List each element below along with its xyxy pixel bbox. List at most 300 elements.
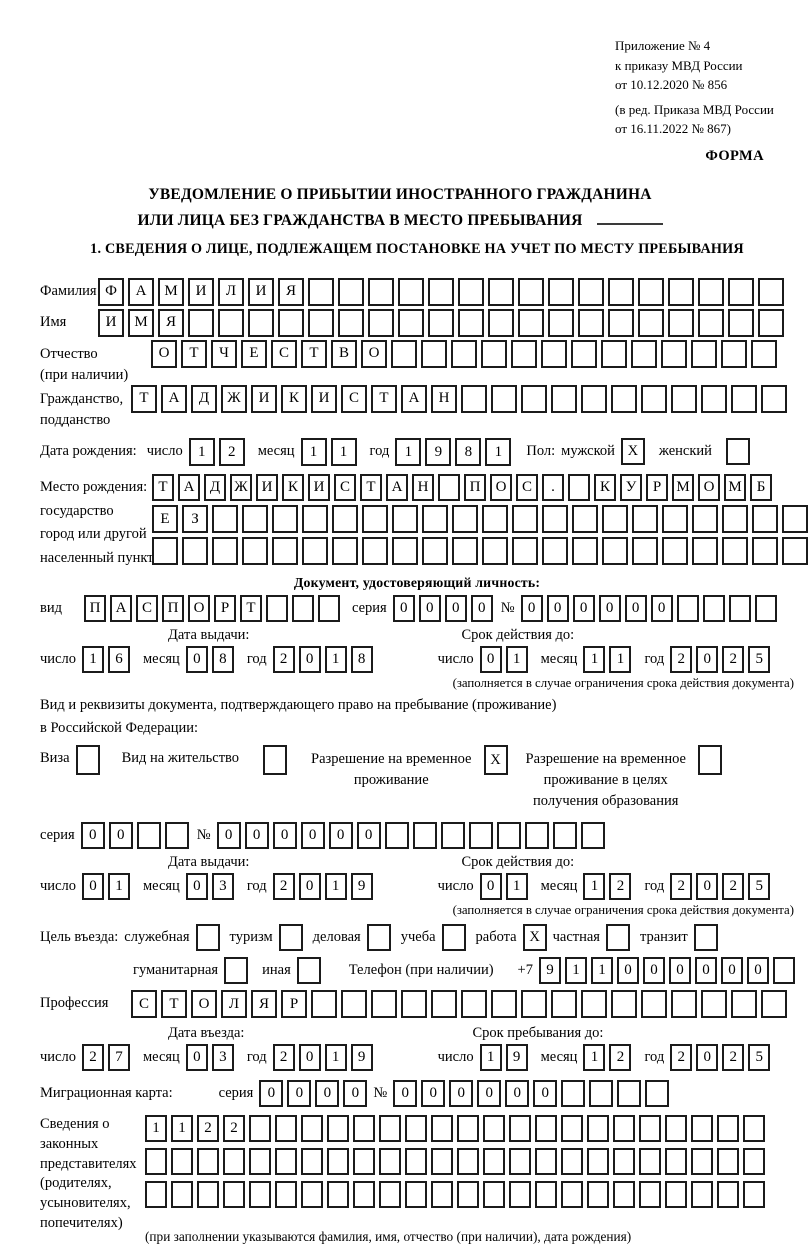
char-cell[interactable] — [631, 340, 657, 368]
char-cell[interactable]: 0 — [721, 957, 743, 984]
char-cell[interactable] — [568, 474, 590, 501]
char-cell[interactable]: Л — [221, 990, 247, 1018]
char-cell[interactable] — [717, 1115, 739, 1142]
char-cell[interactable]: 0 — [445, 595, 467, 622]
char-cell[interactable]: 0 — [82, 873, 104, 900]
representatives-row2-input[interactable] — [145, 1148, 769, 1175]
char-cell[interactable] — [639, 1148, 661, 1175]
char-cell[interactable] — [561, 1115, 583, 1142]
char-cell[interactable]: Т — [152, 474, 174, 501]
char-cell[interactable]: 0 — [343, 1080, 367, 1107]
char-cell[interactable]: 2 — [197, 1115, 219, 1142]
char-cell[interactable] — [611, 385, 637, 413]
char-cell[interactable]: 1 — [325, 873, 347, 900]
char-cell[interactable]: Д — [191, 385, 217, 413]
char-cell[interactable] — [171, 1181, 193, 1208]
char-cell[interactable] — [578, 309, 604, 337]
char-cell[interactable] — [458, 309, 484, 337]
char-cell[interactable] — [572, 505, 598, 533]
char-cell[interactable] — [242, 537, 268, 565]
char-cell[interactable]: 1 — [325, 1044, 347, 1071]
char-cell[interactable]: 0 — [573, 595, 595, 622]
char-cell[interactable]: Я — [251, 990, 277, 1018]
char-cell[interactable] — [638, 309, 664, 337]
char-cell[interactable]: М — [724, 474, 746, 501]
char-cell[interactable]: 0 — [109, 822, 133, 849]
char-cell[interactable] — [662, 537, 688, 565]
char-cell[interactable] — [752, 537, 778, 565]
purpose-private-checkbox[interactable] — [606, 924, 630, 951]
char-cell[interactable] — [581, 822, 605, 849]
char-cell[interactable]: О — [151, 340, 177, 368]
char-cell[interactable]: З — [182, 505, 208, 533]
char-cell[interactable] — [581, 385, 607, 413]
char-cell[interactable]: А — [401, 385, 427, 413]
char-cell[interactable]: А — [110, 595, 132, 622]
migration-series-input[interactable] — [259, 1080, 371, 1107]
char-cell[interactable] — [338, 278, 364, 306]
char-cell[interactable] — [266, 595, 288, 622]
char-cell[interactable] — [671, 385, 697, 413]
char-cell[interactable]: Н — [431, 385, 457, 413]
char-cell[interactable] — [145, 1181, 167, 1208]
char-cell[interactable]: 2 — [722, 873, 744, 900]
char-cell[interactable] — [587, 1181, 609, 1208]
char-cell[interactable]: 1 — [506, 873, 528, 900]
char-cell[interactable]: Л — [218, 278, 244, 306]
residence-permit-checkbox[interactable] — [263, 745, 287, 775]
char-cell[interactable] — [362, 505, 388, 533]
char-cell[interactable] — [327, 1181, 349, 1208]
char-cell[interactable] — [521, 385, 547, 413]
char-cell[interactable] — [452, 537, 478, 565]
char-cell[interactable]: 3 — [212, 1044, 234, 1071]
entry-day[interactable] — [82, 1044, 134, 1071]
char-cell[interactable] — [743, 1181, 765, 1208]
char-cell[interactable]: К — [594, 474, 616, 501]
char-cell[interactable]: С — [341, 385, 367, 413]
char-cell[interactable]: 0 — [696, 873, 718, 900]
residence-issue-day[interactable] — [82, 873, 134, 900]
residence-valid-year[interactable] — [670, 873, 774, 900]
char-cell[interactable] — [482, 537, 508, 565]
char-cell[interactable] — [668, 309, 694, 337]
char-cell[interactable] — [665, 1115, 687, 1142]
char-cell[interactable]: 0 — [393, 595, 415, 622]
stay-year[interactable] — [670, 1044, 774, 1071]
doc-series-input[interactable] — [393, 595, 497, 622]
char-cell[interactable] — [731, 990, 757, 1018]
char-cell[interactable]: 0 — [419, 595, 441, 622]
char-cell[interactable]: О — [188, 595, 210, 622]
char-cell[interactable]: 0 — [449, 1080, 473, 1107]
purpose-official-checkbox[interactable] — [196, 924, 220, 951]
char-cell[interactable] — [782, 505, 808, 533]
char-cell[interactable] — [392, 537, 418, 565]
profession-input[interactable] — [131, 990, 791, 1018]
doc-number-input[interactable] — [521, 595, 781, 622]
char-cell[interactable] — [608, 309, 634, 337]
char-cell[interactable]: 0 — [480, 646, 502, 673]
patronymic-input[interactable] — [151, 340, 781, 368]
char-cell[interactable] — [249, 1115, 271, 1142]
purpose-work-checkbox[interactable]: X — [523, 924, 547, 951]
temp-residence-edu-checkbox[interactable] — [698, 745, 722, 775]
char-cell[interactable]: 0 — [259, 1080, 283, 1107]
char-cell[interactable]: 1 — [591, 957, 613, 984]
char-cell[interactable]: 0 — [301, 822, 325, 849]
char-cell[interactable] — [431, 1115, 453, 1142]
char-cell[interactable] — [385, 822, 409, 849]
char-cell[interactable]: 2 — [273, 646, 295, 673]
char-cell[interactable]: Р — [646, 474, 668, 501]
char-cell[interactable] — [483, 1115, 505, 1142]
residence-issue-month[interactable] — [186, 873, 238, 900]
char-cell[interactable] — [249, 1181, 271, 1208]
char-cell[interactable] — [551, 990, 577, 1018]
char-cell[interactable] — [668, 278, 694, 306]
doc-issue-year[interactable] — [273, 646, 377, 673]
char-cell[interactable] — [368, 309, 394, 337]
char-cell[interactable] — [728, 309, 754, 337]
char-cell[interactable] — [431, 1181, 453, 1208]
char-cell[interactable]: 1 — [583, 646, 605, 673]
char-cell[interactable]: 0 — [747, 957, 769, 984]
char-cell[interactable] — [691, 1181, 713, 1208]
doc-issue-month[interactable] — [186, 646, 238, 673]
char-cell[interactable]: В — [331, 340, 357, 368]
char-cell[interactable]: Т — [301, 340, 327, 368]
char-cell[interactable] — [758, 309, 784, 337]
phone-input[interactable] — [539, 957, 799, 984]
char-cell[interactable] — [422, 505, 448, 533]
char-cell[interactable] — [332, 505, 358, 533]
char-cell[interactable] — [743, 1148, 765, 1175]
char-cell[interactable]: 2 — [223, 1115, 245, 1142]
char-cell[interactable] — [457, 1181, 479, 1208]
char-cell[interactable]: И — [248, 278, 274, 306]
birth-place-row1-input[interactable] — [152, 474, 812, 501]
residence-valid-day[interactable] — [480, 873, 532, 900]
char-cell[interactable]: 0 — [299, 646, 321, 673]
char-cell[interactable] — [665, 1148, 687, 1175]
char-cell[interactable] — [341, 990, 367, 1018]
char-cell[interactable] — [587, 1115, 609, 1142]
char-cell[interactable] — [561, 1148, 583, 1175]
char-cell[interactable]: 2 — [609, 873, 631, 900]
char-cell[interactable]: 0 — [547, 595, 569, 622]
char-cell[interactable]: А — [161, 385, 187, 413]
char-cell[interactable] — [511, 340, 537, 368]
birth-month-input[interactable] — [301, 438, 361, 466]
char-cell[interactable] — [182, 537, 208, 565]
purpose-tourism-checkbox[interactable] — [279, 924, 303, 951]
char-cell[interactable]: 2 — [722, 646, 744, 673]
char-cell[interactable]: П — [84, 595, 106, 622]
char-cell[interactable] — [518, 309, 544, 337]
char-cell[interactable]: Я — [278, 278, 304, 306]
char-cell[interactable]: 1 — [506, 646, 528, 673]
char-cell[interactable]: 5 — [748, 873, 770, 900]
char-cell[interactable] — [308, 309, 334, 337]
char-cell[interactable]: 0 — [186, 1044, 208, 1071]
char-cell[interactable] — [482, 505, 508, 533]
migration-number-input[interactable] — [393, 1080, 673, 1107]
char-cell[interactable]: А — [386, 474, 408, 501]
char-cell[interactable]: 6 — [108, 646, 130, 673]
char-cell[interactable] — [729, 595, 751, 622]
char-cell[interactable] — [542, 537, 568, 565]
char-cell[interactable] — [398, 278, 424, 306]
char-cell[interactable]: 2 — [82, 1044, 104, 1071]
surname-input[interactable] — [98, 278, 788, 306]
char-cell[interactable] — [391, 340, 417, 368]
char-cell[interactable]: 0 — [186, 646, 208, 673]
char-cell[interactable]: 0 — [505, 1080, 529, 1107]
char-cell[interactable] — [608, 278, 634, 306]
char-cell[interactable] — [491, 990, 517, 1018]
char-cell[interactable] — [278, 309, 304, 337]
char-cell[interactable] — [731, 385, 757, 413]
char-cell[interactable] — [571, 340, 597, 368]
char-cell[interactable] — [758, 278, 784, 306]
char-cell[interactable]: 0 — [421, 1080, 445, 1107]
doc-valid-month[interactable] — [583, 646, 635, 673]
char-cell[interactable]: 1 — [325, 646, 347, 673]
char-cell[interactable]: 8 — [351, 646, 373, 673]
char-cell[interactable] — [152, 537, 178, 565]
char-cell[interactable] — [327, 1115, 349, 1142]
char-cell[interactable] — [272, 537, 298, 565]
char-cell[interactable]: М — [672, 474, 694, 501]
char-cell[interactable]: О — [191, 990, 217, 1018]
char-cell[interactable] — [691, 1115, 713, 1142]
char-cell[interactable] — [722, 537, 748, 565]
char-cell[interactable] — [751, 340, 777, 368]
char-cell[interactable] — [512, 505, 538, 533]
char-cell[interactable] — [379, 1148, 401, 1175]
char-cell[interactable]: 2 — [670, 646, 692, 673]
char-cell[interactable] — [438, 474, 460, 501]
char-cell[interactable]: 0 — [357, 822, 381, 849]
char-cell[interactable]: 2 — [273, 1044, 295, 1071]
char-cell[interactable] — [461, 990, 487, 1018]
char-cell[interactable] — [379, 1115, 401, 1142]
char-cell[interactable]: 1 — [171, 1115, 193, 1142]
char-cell[interactable] — [461, 385, 487, 413]
char-cell[interactable]: М — [128, 309, 154, 337]
char-cell[interactable] — [632, 537, 658, 565]
char-cell[interactable]: 0 — [393, 1080, 417, 1107]
char-cell[interactable]: 2 — [219, 438, 245, 466]
residence-issue-year[interactable] — [273, 873, 377, 900]
char-cell[interactable] — [362, 537, 388, 565]
char-cell[interactable] — [638, 278, 664, 306]
temp-residence-checkbox[interactable]: X — [484, 745, 508, 775]
char-cell[interactable]: Т — [161, 990, 187, 1018]
char-cell[interactable]: Ч — [211, 340, 237, 368]
representatives-row1-input[interactable] — [145, 1115, 769, 1142]
char-cell[interactable]: 0 — [186, 873, 208, 900]
char-cell[interactable] — [338, 309, 364, 337]
char-cell[interactable] — [639, 1115, 661, 1142]
char-cell[interactable] — [548, 278, 574, 306]
char-cell[interactable]: 1 — [480, 1044, 502, 1071]
char-cell[interactable] — [469, 822, 493, 849]
char-cell[interactable] — [301, 1115, 323, 1142]
char-cell[interactable]: 0 — [669, 957, 691, 984]
char-cell[interactable] — [662, 505, 688, 533]
char-cell[interactable] — [392, 505, 418, 533]
char-cell[interactable] — [535, 1115, 557, 1142]
doc-valid-year[interactable] — [670, 646, 774, 673]
char-cell[interactable] — [578, 278, 604, 306]
char-cell[interactable]: С — [271, 340, 297, 368]
char-cell[interactable] — [613, 1181, 635, 1208]
char-cell[interactable]: А — [128, 278, 154, 306]
char-cell[interactable] — [701, 990, 727, 1018]
char-cell[interactable]: С — [334, 474, 356, 501]
doc-issue-day[interactable] — [82, 646, 134, 673]
char-cell[interactable] — [212, 505, 238, 533]
char-cell[interactable] — [405, 1181, 427, 1208]
char-cell[interactable]: Т — [181, 340, 207, 368]
char-cell[interactable] — [171, 1148, 193, 1175]
char-cell[interactable] — [518, 278, 544, 306]
char-cell[interactable] — [311, 990, 337, 1018]
char-cell[interactable]: . — [542, 474, 564, 501]
char-cell[interactable]: Р — [281, 990, 307, 1018]
char-cell[interactable]: 9 — [506, 1044, 528, 1071]
char-cell[interactable] — [398, 309, 424, 337]
char-cell[interactable] — [717, 1181, 739, 1208]
char-cell[interactable]: И — [98, 309, 124, 337]
char-cell[interactable] — [611, 990, 637, 1018]
char-cell[interactable] — [698, 309, 724, 337]
char-cell[interactable] — [497, 822, 521, 849]
char-cell[interactable]: И — [256, 474, 278, 501]
purpose-study-checkbox[interactable] — [442, 924, 466, 951]
char-cell[interactable]: 0 — [273, 822, 297, 849]
char-cell[interactable] — [701, 385, 727, 413]
char-cell[interactable]: 0 — [217, 822, 241, 849]
char-cell[interactable] — [413, 822, 437, 849]
char-cell[interactable] — [405, 1148, 427, 1175]
birth-place-row3-input[interactable] — [152, 537, 812, 565]
char-cell[interactable]: И — [311, 385, 337, 413]
char-cell[interactable]: О — [361, 340, 387, 368]
char-cell[interactable] — [272, 505, 298, 533]
char-cell[interactable] — [671, 990, 697, 1018]
char-cell[interactable] — [223, 1148, 245, 1175]
char-cell[interactable] — [509, 1115, 531, 1142]
char-cell[interactable]: Д — [204, 474, 226, 501]
char-cell[interactable] — [641, 990, 667, 1018]
birth-place-row2-input[interactable] — [152, 505, 812, 533]
char-cell[interactable] — [242, 505, 268, 533]
char-cell[interactable] — [665, 1181, 687, 1208]
char-cell[interactable]: 0 — [643, 957, 665, 984]
char-cell[interactable] — [661, 340, 687, 368]
stay-day[interactable] — [480, 1044, 532, 1071]
purpose-business-checkbox[interactable] — [367, 924, 391, 951]
char-cell[interactable]: С — [516, 474, 538, 501]
char-cell[interactable] — [691, 340, 717, 368]
char-cell[interactable] — [308, 278, 334, 306]
char-cell[interactable] — [692, 537, 718, 565]
char-cell[interactable] — [691, 1148, 713, 1175]
char-cell[interactable]: 1 — [189, 438, 215, 466]
given-name-input[interactable] — [98, 309, 788, 337]
purpose-humanitarian-checkbox[interactable] — [224, 957, 248, 984]
char-cell[interactable] — [551, 385, 577, 413]
char-cell[interactable] — [542, 505, 568, 533]
char-cell[interactable] — [457, 1148, 479, 1175]
char-cell[interactable]: 1 — [583, 873, 605, 900]
char-cell[interactable] — [275, 1181, 297, 1208]
char-cell[interactable] — [645, 1080, 669, 1107]
char-cell[interactable] — [639, 1181, 661, 1208]
char-cell[interactable] — [275, 1115, 297, 1142]
char-cell[interactable] — [743, 1115, 765, 1142]
char-cell[interactable]: Е — [152, 505, 178, 533]
char-cell[interactable] — [617, 1080, 641, 1107]
char-cell[interactable]: 0 — [533, 1080, 557, 1107]
char-cell[interactable] — [601, 340, 627, 368]
char-cell[interactable]: 1 — [145, 1115, 167, 1142]
char-cell[interactable] — [145, 1148, 167, 1175]
char-cell[interactable] — [581, 990, 607, 1018]
char-cell[interactable] — [368, 278, 394, 306]
char-cell[interactable]: 0 — [696, 1044, 718, 1071]
char-cell[interactable]: 2 — [273, 873, 295, 900]
char-cell[interactable] — [249, 1148, 271, 1175]
char-cell[interactable] — [535, 1148, 557, 1175]
char-cell[interactable]: 2 — [670, 1044, 692, 1071]
char-cell[interactable]: И — [308, 474, 330, 501]
char-cell[interactable] — [717, 1148, 739, 1175]
char-cell[interactable]: 0 — [299, 873, 321, 900]
char-cell[interactable]: 3 — [212, 873, 234, 900]
char-cell[interactable]: 0 — [480, 873, 502, 900]
purpose-other-checkbox[interactable] — [297, 957, 321, 984]
char-cell[interactable] — [483, 1181, 505, 1208]
char-cell[interactable]: Е — [241, 340, 267, 368]
char-cell[interactable]: 0 — [471, 595, 493, 622]
char-cell[interactable]: 1 — [82, 646, 104, 673]
char-cell[interactable]: 9 — [351, 1044, 373, 1071]
char-cell[interactable]: 0 — [696, 646, 718, 673]
char-cell[interactable] — [755, 595, 777, 622]
char-cell[interactable]: 8 — [212, 646, 234, 673]
char-cell[interactable] — [353, 1181, 375, 1208]
char-cell[interactable] — [452, 505, 478, 533]
char-cell[interactable] — [327, 1148, 349, 1175]
char-cell[interactable]: 0 — [625, 595, 647, 622]
char-cell[interactable] — [761, 990, 787, 1018]
char-cell[interactable]: 0 — [299, 1044, 321, 1071]
char-cell[interactable]: Т — [371, 385, 397, 413]
char-cell[interactable]: 0 — [617, 957, 639, 984]
char-cell[interactable]: 0 — [599, 595, 621, 622]
char-cell[interactable]: С — [136, 595, 158, 622]
char-cell[interactable] — [292, 595, 314, 622]
char-cell[interactable] — [431, 990, 457, 1018]
entry-year[interactable] — [273, 1044, 377, 1071]
char-cell[interactable]: Ж — [230, 474, 252, 501]
char-cell[interactable]: П — [464, 474, 486, 501]
char-cell[interactable] — [197, 1181, 219, 1208]
